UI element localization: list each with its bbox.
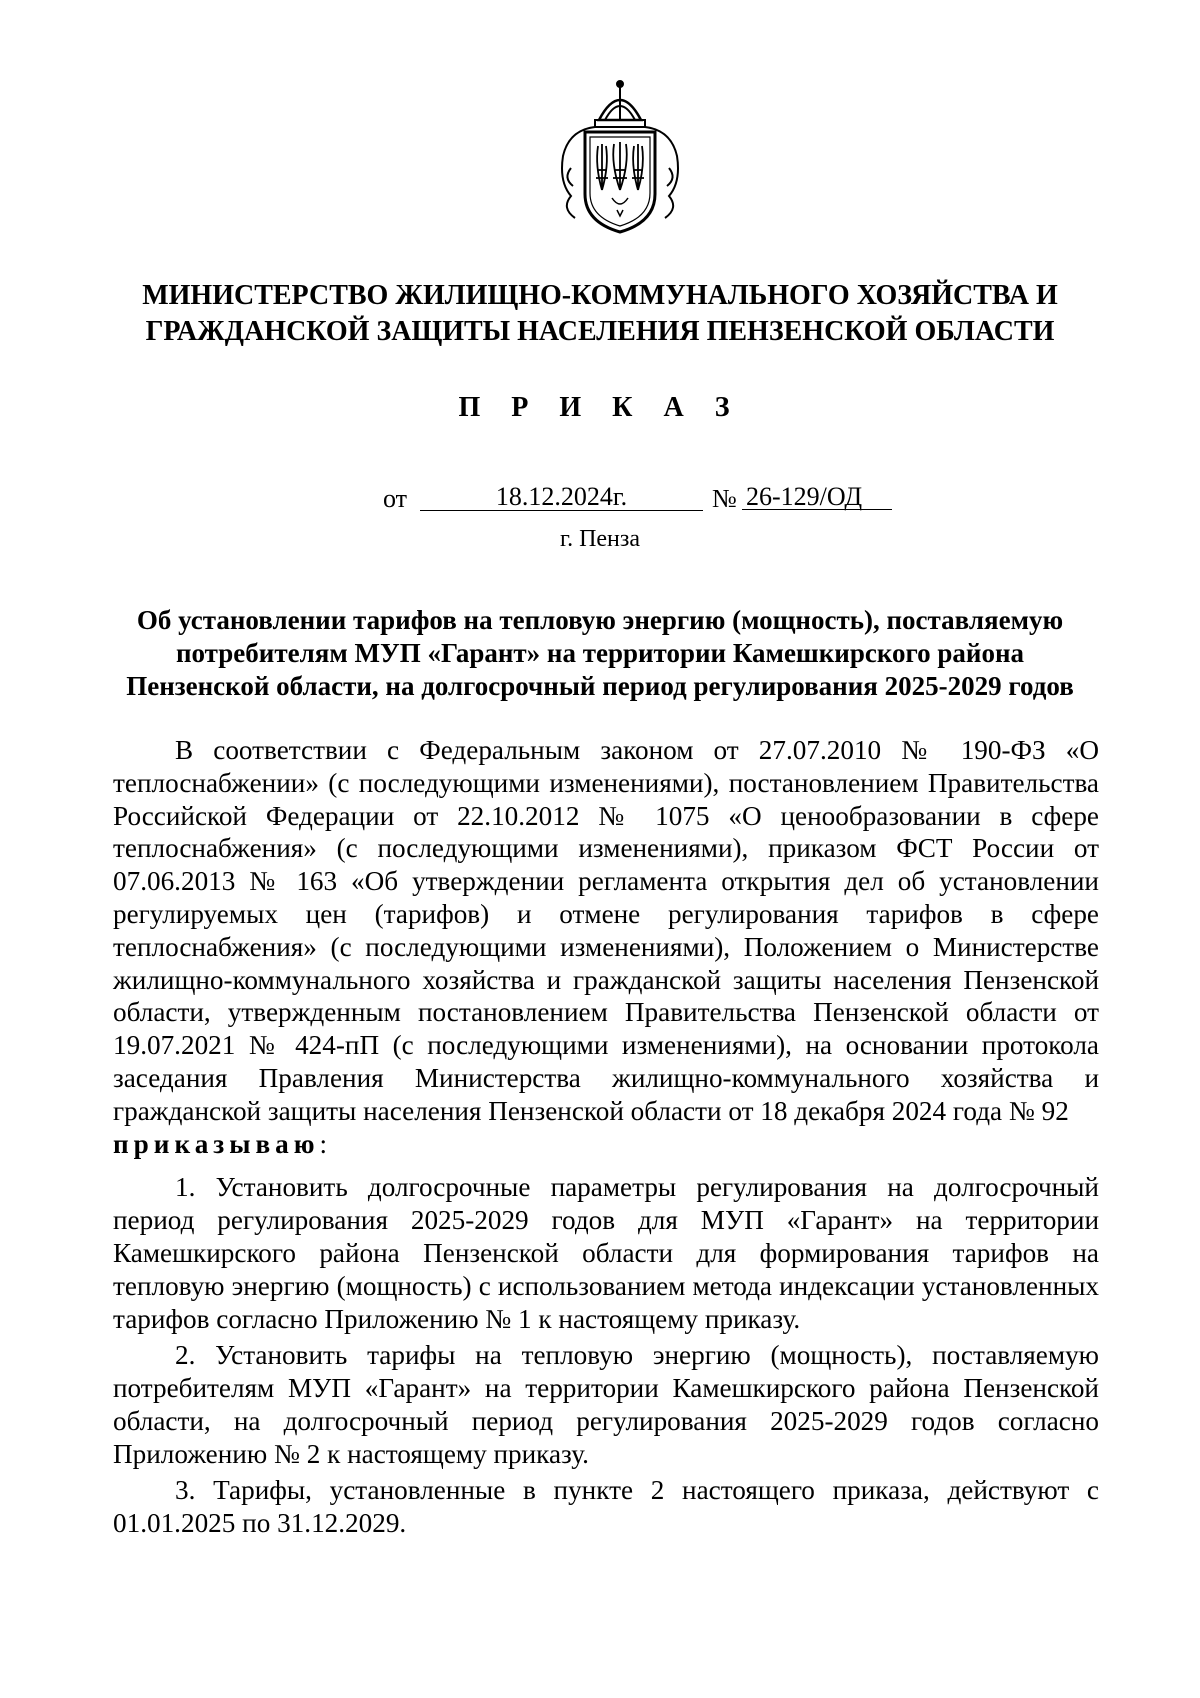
order-command-word: приказываю: [113, 1128, 320, 1159]
ministry-name-line2: ГРАЖДАНСКОЙ ЗАЩИТЫ НАСЕЛЕНИЯ ПЕНЗЕНСКОЙ ОБЛАСТИ: [145, 316, 1055, 347]
order-details: [100, 480, 1100, 516]
coat-of-arms-emblem: [555, 78, 685, 240]
order-item-2: 2. Установить тарифы на тепловую энергию (мощность), поставляемую потребителям МУП «Гарант» на территории Камешкирского района Пензенской области, на долгосрочный период регулирования 2025-2029 годов согласно Приложению № 2 к настоящему приказу.: [113, 1340, 1099, 1469]
order-number: 26-129/ОД: [742, 480, 892, 510]
order-command: [113, 1128, 1099, 1161]
order-subject-line1: Об установлении тарифов на тепловую энергию (мощность), поставляемую: [136, 605, 1064, 635]
order-command-colon: :: [319, 1128, 328, 1159]
date-label: от: [383, 484, 408, 513]
order-city: г. Пенза: [559, 526, 641, 552]
preamble-block: [113, 734, 1099, 1160]
order-items: [113, 1171, 1099, 1543]
order-item-1: 1. Установить долгосрочные параметры регулирования на долгосрочный период регулирования 2025-2029 годов для МУП «Гарант» на территории Камешкирского района Пензенской области для формирования тарифов на тепловую энергию (мощность) с использованием метода индексации установленных тарифов согласно Приложению № 1 к настоящему приказу.: [113, 1172, 1099, 1334]
preamble-paragraph: В соответствии с Федеральным законом от 27.07.2010 № 190-ФЗ «О теплоснабжении» (с последующими изменениями), постановлением Правительства Российской Федерации от 22.10.2012 № 1075 «О ценообразовании в сфере теплоснабжения» (с последующими изменениями), приказом ФСТ России от 07.06.2013 № 163 «Об утверждении регламента открытия дел об установлении регулируемых цен (тарифов) и отмене регулирования тарифов в сфере теплоснабжения» (с последующими изменениями), Положением о Министерстве жилищно-коммунального хозяйства и гражданской защиты населения Пензенской области, утвержденным постановлением Правительства Пензенской области от 19.07.2021 № 424-пП (с последующими изменениями), на основании протокола заседания Правления Министерства жилищно-коммунального хозяйства и гражданской защиты населения Пензенской области от 18 декабря 2024 года № 92: [113, 735, 1099, 1126]
number-label: №: [712, 484, 737, 513]
order-subject: [118, 604, 1082, 703]
order-title: П Р И К А З: [458, 392, 742, 423]
order-item-3: 3. Тарифы, установленные в пункте 2 настоящего приказа, действуют с 01.01.2025 по 31.12.2029.: [113, 1475, 1099, 1538]
order-subject-line2: потребителям МУП «Гарант» на территории Камешкирского района: [175, 638, 1025, 668]
ministry-name-line1: МИНИСТЕРСТВО ЖИЛИЩНО-КОММУНАЛЬНОГО ХОЗЯЙСТВА И: [142, 280, 1058, 311]
order-subject-line3: Пензенской области, на долгосрочный период регулирования 2025-2029 годов: [126, 671, 1074, 701]
order-date: 18.12.2024г.: [420, 480, 703, 511]
ministry-name: [100, 278, 1100, 350]
